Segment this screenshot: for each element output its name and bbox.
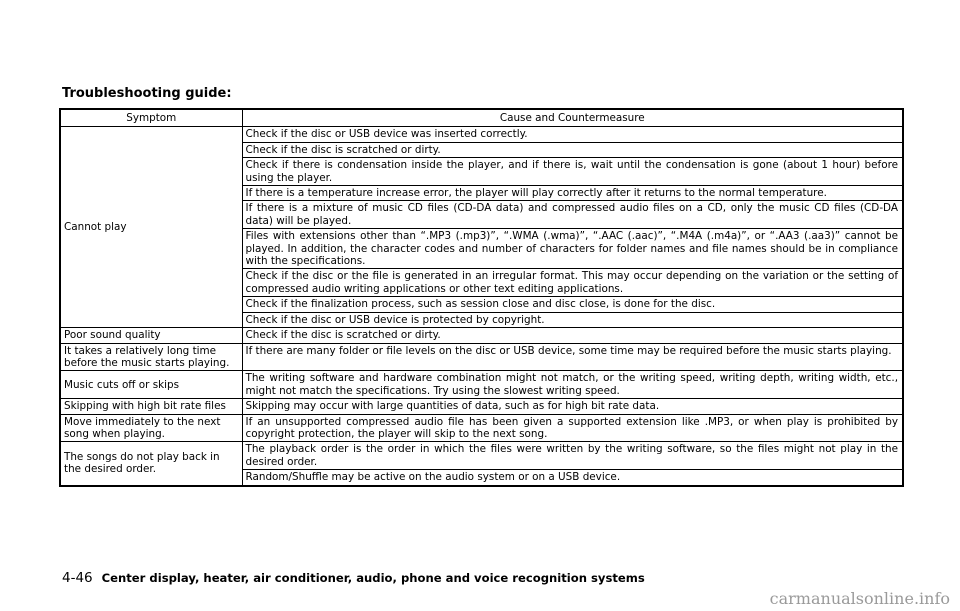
symptom-cell: Music cuts off or skips [60, 371, 242, 399]
symptom-cell: Poor sound quality [60, 328, 242, 343]
cause-cell: Files with extensions other than “.MP3 (.mp3)”, “.WMA (.wma)”, “.AAC (.aac)”, “.M4A (.m4a)”, or “.AA3 (.aa3)” cannot be played. In addition, the character codes and number of characters for folder names and file names should be in compliance with the specifications. [242, 229, 903, 269]
cause-cell: If there are many folder or file levels on the disc or USB device, some time may be required before the music starts playing. [242, 343, 903, 371]
cause-cell: Check if the disc is scratched or dirty. [242, 328, 903, 343]
table-row [60, 343, 903, 371]
cause-cell: Check if the finalization process, such as session close and disc close, is done for the disc. [242, 297, 903, 312]
cause-cell: Random/Shuffle may be active on the audio system or on a USB device. [242, 470, 903, 486]
cause-cell: Check if the disc or the file is generated in an irregular format. This may occur depending on the variation or the setting of compressed audio writing applications or other text editing applications. [242, 269, 903, 297]
cause-cell: If there is a temperature increase error, the player will play correctly after it returns to the normal temperature. [242, 186, 903, 201]
symptom-cell: The songs do not play back in the desired order. [60, 442, 242, 486]
page-footer [62, 570, 645, 586]
cause-cell: The writing software and hardware combination might not match, or the writing speed, writing depth, writing width, etc., might not match the specifications. Try using the slowest writing speed. [242, 371, 903, 399]
cause-cell: If an unsupported compressed audio file has been given a supported extension like .MP3, or when play is prohibited by copyright protection, the player will skip to the next song. [242, 414, 903, 442]
table-row [60, 414, 903, 442]
cause-cell: The playback order is the order in which the files were written by the writing software, so the files might not play in the desired order. [242, 442, 903, 470]
table-row [60, 328, 903, 343]
symptom-cell: Skipping with high bit rate files [60, 399, 242, 414]
table-row [60, 127, 903, 142]
footer-section-title: Center display, heater, air conditioner, audio, phone and voice recognition systems [101, 571, 645, 585]
section-heading: Troubleshooting guide: [62, 86, 232, 101]
cause-cell: Check if there is condensation inside the player, and if there is, wait until the condensation is gone (about 1 hour) before using the player. [242, 158, 903, 186]
cause-cell: If there is a mixture of music CD files (CD-DA data) and compressed audio files on a CD, only the music CD files (CD-DA data) will be played. [242, 201, 903, 229]
troubleshooting-table [59, 108, 904, 487]
column-header-cause: Cause and Countermeasure [242, 109, 903, 127]
table-row [60, 399, 903, 414]
table-row [60, 442, 903, 470]
symptom-cell: Cannot play [60, 127, 242, 328]
table-row [60, 371, 903, 399]
symptom-cell: Move immediately to the next song when playing. [60, 414, 242, 442]
cause-cell: Check if the disc is scratched or dirty. [242, 142, 903, 157]
symptom-cell: It takes a relatively long time before the music starts playing. [60, 343, 242, 371]
page-number: 4-46 [62, 570, 93, 586]
column-header-symptom: Symptom [60, 109, 242, 127]
table-body [60, 127, 903, 486]
table-header-row [60, 109, 903, 127]
cause-cell: Check if the disc or USB device is protected by copyright. [242, 312, 903, 327]
cause-cell: Skipping may occur with large quantities of data, such as for high bit rate data. [242, 399, 903, 414]
watermark: carmanualsonline.info [769, 589, 950, 608]
cause-cell: Check if the disc or USB device was inserted correctly. [242, 127, 903, 142]
